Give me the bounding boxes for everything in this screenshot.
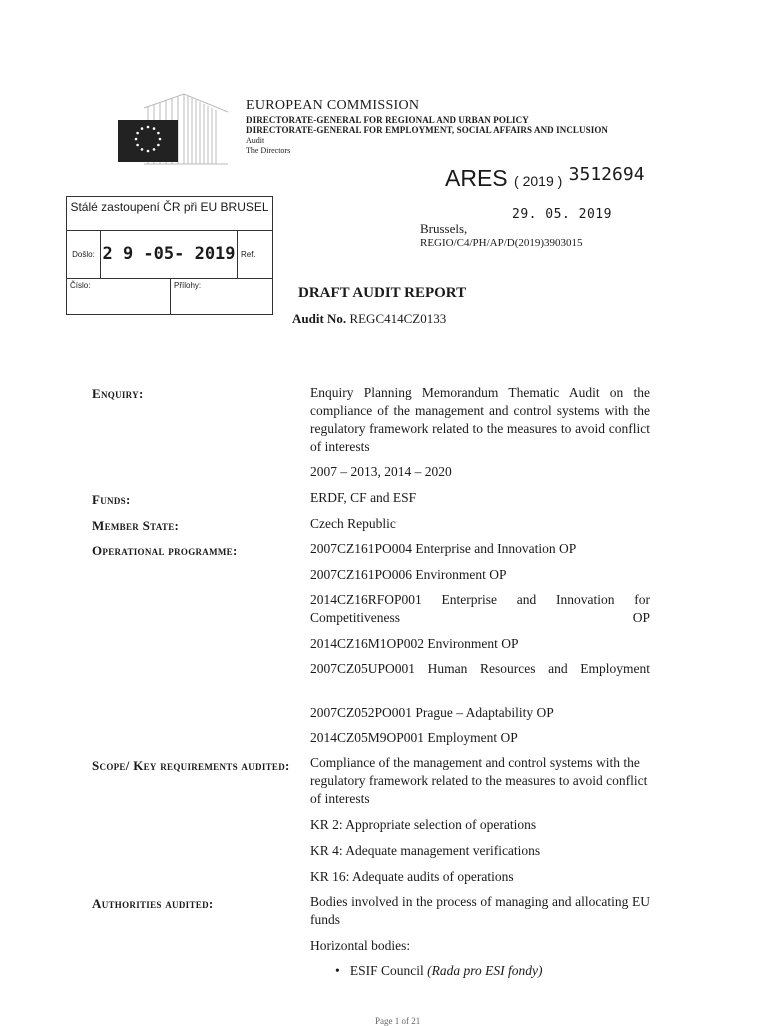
received-stamp	[66, 196, 273, 315]
attachments-label: Přílohy:	[170, 279, 272, 314]
reference-number: REGIO/C4/PH/AP/D(2019)3903015	[420, 237, 583, 249]
org-name: EUROPEAN COMMISSION	[246, 98, 420, 113]
op-item: 2007CZ161PO004 Enterprise and Innovation OP	[310, 541, 577, 556]
bullet-italic: (Rada pro ESI fondy)	[427, 963, 543, 978]
op-item: 2014CZ16M1OP002 Environment OP	[310, 636, 519, 651]
number-label: Číslo:	[70, 281, 91, 290]
authorities-value: Bodies involved in the process of managing and allocating EU funds	[310, 894, 650, 927]
authorities-label: Authorities audited:	[92, 896, 214, 911]
bullet-name: ESIF Council	[349, 963, 424, 978]
stamp-title: Stálé zastoupení ČR při EU BRUSEL	[67, 197, 272, 231]
key-requirement: KR 2: Appropriate selection of operations	[310, 817, 537, 832]
op-item: 2014CZ05M9OP001 Employment OP	[310, 730, 518, 745]
received-date: 2 9 -05- 2019	[101, 231, 238, 278]
funds-value: ERDF, CF and ESF	[310, 490, 417, 505]
op-item: 2007CZ161PO006 Environment OP	[310, 567, 507, 582]
place: Brussels,	[420, 221, 468, 236]
ref-label: Ref.	[241, 250, 256, 259]
op-item: 2007CZ052PO001 Prague – Adaptability OP	[310, 705, 554, 720]
member-state-value: Czech Republic	[310, 516, 396, 531]
op-item: 2014CZ16RFOP001 Enterprise and Innovation for Competitiveness OP	[310, 592, 650, 625]
audit-number-line	[292, 311, 446, 327]
audit-number: REGC414CZ0133	[349, 311, 447, 326]
enquiry-value: Enquiry Planning Memorandum Thematic Audit on the compliance of the management and control systems with the regulatory framework related to the measures to avoid conflict of interests	[310, 385, 650, 454]
scope-label: Scope/ Key requirements audited:	[92, 758, 290, 773]
ares-year: ( 2019 )	[514, 173, 563, 189]
org-header	[246, 99, 608, 155]
op-label: Operational programme:	[92, 543, 238, 558]
ares-number: 3512694	[568, 164, 645, 185]
handwritten-date: 29. 05. 2019	[512, 207, 612, 222]
op-item: 2007CZ05UPO001 Human Resources and Employment	[310, 661, 650, 676]
scope-value: Compliance of the management and control systems with the regulatory framework related to the measures to avoid conflict of interests	[310, 755, 648, 806]
audit-label: Audit No.	[292, 311, 347, 326]
ares-label: ARES	[445, 165, 508, 191]
page-number: Page 1 of 21	[375, 1016, 421, 1026]
dg-employment: DIRECTORATE-GENERAL FOR EMPLOYMENT, SOCIAL AFFAIRS AND INCLUSION	[246, 125, 609, 135]
received-label: Došlo:	[67, 231, 101, 278]
key-requirement: KR 4: Adequate management verifications	[310, 843, 541, 858]
key-requirement: KR 16: Adequate audits of operations	[310, 869, 514, 884]
unit-name: Audit	[246, 136, 265, 145]
enquiry-label: Enquiry:	[92, 386, 144, 401]
horizontal-label: Horizontal bodies:	[310, 938, 411, 953]
funds-label: Funds:	[92, 492, 131, 507]
dg-regional: DIRECTORATE-GENERAL FOR REGIONAL AND URBAN POLICY	[246, 115, 529, 125]
list-item	[335, 963, 542, 979]
ec-logo	[88, 92, 238, 170]
ares-stamp	[445, 165, 645, 192]
report-title: DRAFT AUDIT REPORT	[298, 285, 467, 301]
directors: The Directors	[246, 146, 291, 155]
ec-building-logo-icon	[88, 92, 238, 170]
bullet-icon: •	[335, 963, 340, 978]
member-state-label: Member State:	[92, 518, 180, 533]
periods-value: 2007 – 2013, 2014 – 2020	[310, 464, 452, 479]
